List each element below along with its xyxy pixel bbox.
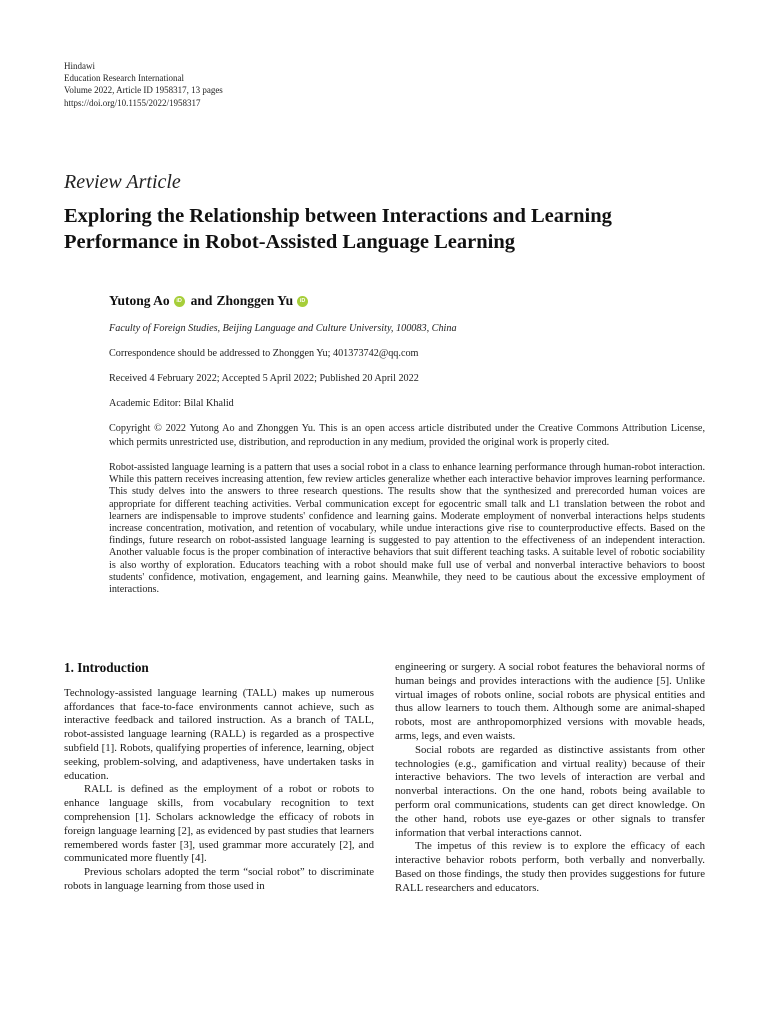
volume-info: Volume 2022, Article ID 1958317, 13 pages <box>64 85 223 96</box>
paragraph: Social robots are regarded as distinctive assistants from other technologies (e.g., gamification and virtual reality) because of their interactive behaviors. The two levels of interaction are verbal and nonverbal interactions. On the one hand, robots being available to perform oral communications, students can get direct knowledge. On the other hand, robots use eye-gazes or other signals to transfer information that verbal interactions cannot. <box>395 743 705 839</box>
publisher-name: Hindawi <box>64 61 95 71</box>
author-name[interactable]: Zhonggen Yu <box>216 293 294 308</box>
section-heading: 1. Introduction <box>64 660 149 675</box>
abstract: Robot-assisted language learning is a pattern that uses a social robot in a class to enhance learning performance through human-robot interaction. While this pattern receives increasing attention, few review articles generalize whether each interactive behavior improves learning performance. This study delves into the answers to three research questions. The results show that the synthesized and prerecorded human voices are appropriate for different teaching activities. Verbal communication except for egocentric small talk and L1 translation between the robot and learners are indispensable to improve students' confidence and learning gains. Moderate employment of nonverbal interactions helps students increase concentration, motivation, and retention of vocabulary, while undue interactions give rise to counterproductive effects. Based on the findings, future research on robot-assisted language learning is suggested to pay attention to the effectiveness of an independent interaction. Another valuable focus is the proper combination of interactive behaviors that suit different teaching tasks. A suitable level of robotic sociability is also worthy of exploration. Educators teaching with a robot should make full use of verbal and nonverbal interactive behaviors to boost students' confidence, motivation, engagement, and learning gains. Meanwhile, they need to be cautious about the excessive employment of interactions. <box>109 462 705 596</box>
paragraph: engineering or surgery. A social robot features the behavioral norms of human beings and provides interactions with the audience [5]. Unlike virtual images of robots online, social robots are physical entities and thus allow learners to touch them. Although some are animal-shaped robots, most are anthropomorphized versions with movable heads, arms, legs, and even waists. <box>395 661 705 742</box>
journal-header <box>64 60 223 109</box>
orcid-icon[interactable]: iD <box>174 296 185 307</box>
author-name[interactable]: Yutong Ao <box>109 293 170 308</box>
paragraph: The impetus of this review is to explore the efficacy of each interactive behavior robots perform, both verbally and nonverbally. Based on those findings, the study then provides suggestions for future RALL researchers and educators. <box>395 840 705 894</box>
author-conjunction: and <box>190 293 213 308</box>
orcid-icon[interactable]: iD <box>297 296 308 307</box>
left-column <box>64 661 374 894</box>
article-type: Review Article <box>64 171 181 193</box>
right-column <box>395 661 705 896</box>
paragraph: RALL is defined as the employment of a robot or robots to enhance language skills, from vocabulary recognition to text comprehension [1]. Scholars acknowledge the efficacy of robots in foreign language learning [2], as evidenced by past studies that learners remembered words faster [3], used grammar more accurately [2], and communicated more fluently [4]. <box>64 783 374 865</box>
author-list <box>109 293 310 309</box>
article-title: Exploring the Relationship between Interactions and Learning Performance in Robot-Assisted Language Learning <box>64 205 612 253</box>
copyright-notice: Copyright © 2022 Yutong Ao and Zhonggen Yu. This is an open access article distributed under the Creative Commons Attribution License, which permits unrestricted use, distribution, and reproduction in any medium, provided the original work is properly cited. <box>109 423 705 448</box>
paragraph: Previous scholars adopted the term “social robot” to discriminate robots in language learning from those used in <box>64 866 374 892</box>
affiliation: Faculty of Foreign Studies, Beijing Language and Culture University, 100083, China <box>109 323 457 334</box>
correspondence: Correspondence should be addressed to Zhonggen Yu; 401373742@qq.com <box>109 348 419 359</box>
publication-dates: Received 4 February 2022; Accepted 5 April 2022; Published 20 April 2022 <box>109 373 419 384</box>
doi-link[interactable]: https://doi.org/10.1155/2022/1958317 <box>64 97 201 108</box>
journal-name: Education Research International <box>64 73 184 84</box>
academic-editor: Academic Editor: Bilal Khalid <box>109 398 234 409</box>
paragraph: Technology-assisted language learning (TALL) makes up numerous affordances that face-to-face environments cannot achieve, such as interactive feedback and tailored instruction. As a branch of TALL, robot-assisted language learning (RALL) is regarded as a prospective subfield [1]. Robots, qualifying properties of inference, learning, object seeking, problem-solving, and adaptiveness, have undertaken tasks in education. <box>64 686 374 782</box>
